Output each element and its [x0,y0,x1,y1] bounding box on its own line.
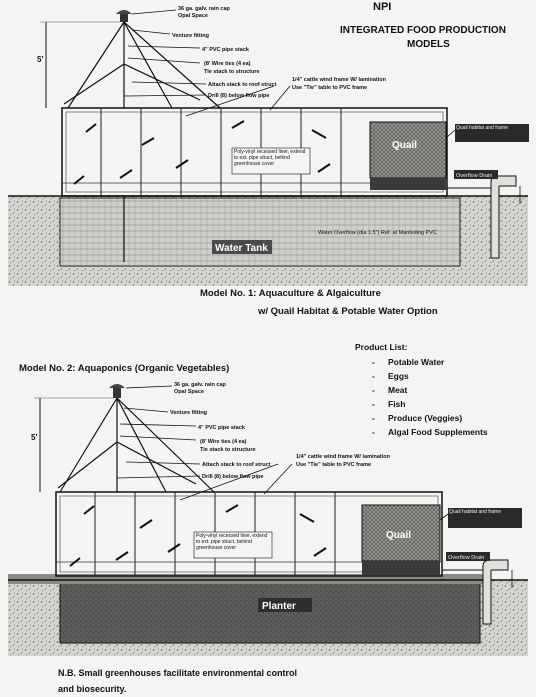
callout-opal-space: Opal Space [174,389,204,395]
callout-attach-stack: Attach stack to roof struct [208,82,277,88]
footnote-line-1: N.B. Small greenhouses facilitate environmental control [58,668,298,678]
poly-liner-note: Poly-vinyl recessed liner, extend to ext. pipe struct, behind greenhouse cover [234,149,306,167]
rain-cap [120,14,128,22]
product-item: Algal Food Supplements [388,427,488,437]
org-name: NPI [373,1,392,13]
overflow-pipe [483,566,491,624]
product-item: Potable Water [388,357,445,367]
model-1-diagram [8,6,529,286]
product-item: Fish [388,399,406,409]
poly-liner-note: Poly-vinyl recessed liner, extend to ext. pipe struct, behind greenhouse cover [196,533,268,551]
callout-opal-space: Opal Space [178,13,208,19]
model-2-diagram [8,382,528,656]
callout-quail-side: Quail habitat and frame [449,509,501,515]
callout-quail-side: Quail habitat and frame [456,125,508,131]
callout-tie-frame: Use "Tie" table to PVC frame [292,85,368,91]
callout-venture-fitting: Venture fitting [170,410,207,416]
callout-rain-cap: 36 ga. galv. rain cap [174,382,226,388]
callout-tie-stack: Tie stack to structure [204,69,260,75]
callout-overflow: Overflow Drain [456,173,493,179]
svg-text:-: - [372,371,375,381]
callout-cattle-wire: 1/4" cattle wind frame W/ lamination [292,77,386,83]
product-list [355,342,488,437]
rain-cap [113,388,121,398]
quail-label: Quail [392,140,418,151]
model-1-caption-line-1: Model No. 1: Aquaculture & Algaiculture [200,288,381,299]
height-label: 5' [37,55,44,64]
ground-note: Water Overflow (dia 1.5") Ref. at Manholing PVC [318,230,437,236]
callout-wire-ties: (8' Wire ties (4 ea) [204,61,251,67]
product-item: Meat [388,385,408,395]
model-2-title: Model No. 2: Aquaponics (Organic Vegetables) [19,363,230,374]
model-1-caption-line-2: w/ Quail Habitat & Potable Water Option [258,306,438,317]
callout-venture-fitting: Venture fitting [172,33,209,39]
svg-text:-: - [372,399,375,409]
callout-pvc-stack: 4" PVC pipe stack [202,47,249,53]
callout-tie-stack: Tie stack to structure [200,447,256,453]
callout-tie-frame: Use "Tie" table to PVC frame [296,462,372,468]
svg-text:-: - [372,413,375,423]
product-item: Eggs [388,371,409,381]
title-line-2: MODELS [407,39,450,50]
callout-cattle-wire: 1/4" cattle wind frame W/ lamination [296,454,390,460]
callout-attach-stack: Attach stack to roof struct [202,462,271,468]
callout-overflow: Overflow Drain [448,555,485,561]
callout-wire-ties: (8' Wire ties (4 ea) [200,439,247,445]
svg-text:-: - [372,427,375,437]
callout-drill: Drill (8) below flow pipe [202,474,264,480]
title-line-1: INTEGRATED FOOD PRODUCTION [340,25,506,36]
callout-drill: Drill (8) below flow pipe [208,93,270,99]
height-label: 5' [31,433,38,442]
product-item: Produce (Veggies) [388,413,463,423]
callout-rain-cap: 36 ga. galv. rain cap [178,6,230,12]
footnote-line-2: and biosecurity. [58,684,127,694]
water-tank-label: Water Tank [215,243,268,254]
callout-pvc-stack: 4" PVC pipe stack [198,425,245,431]
planter-label: Planter [262,601,296,612]
svg-text:-: - [372,357,375,367]
product-list-heading: Product List: [355,342,408,352]
quail-label: Quail [386,530,412,541]
overflow-pipe [491,182,499,258]
svg-text:-: - [372,385,375,395]
